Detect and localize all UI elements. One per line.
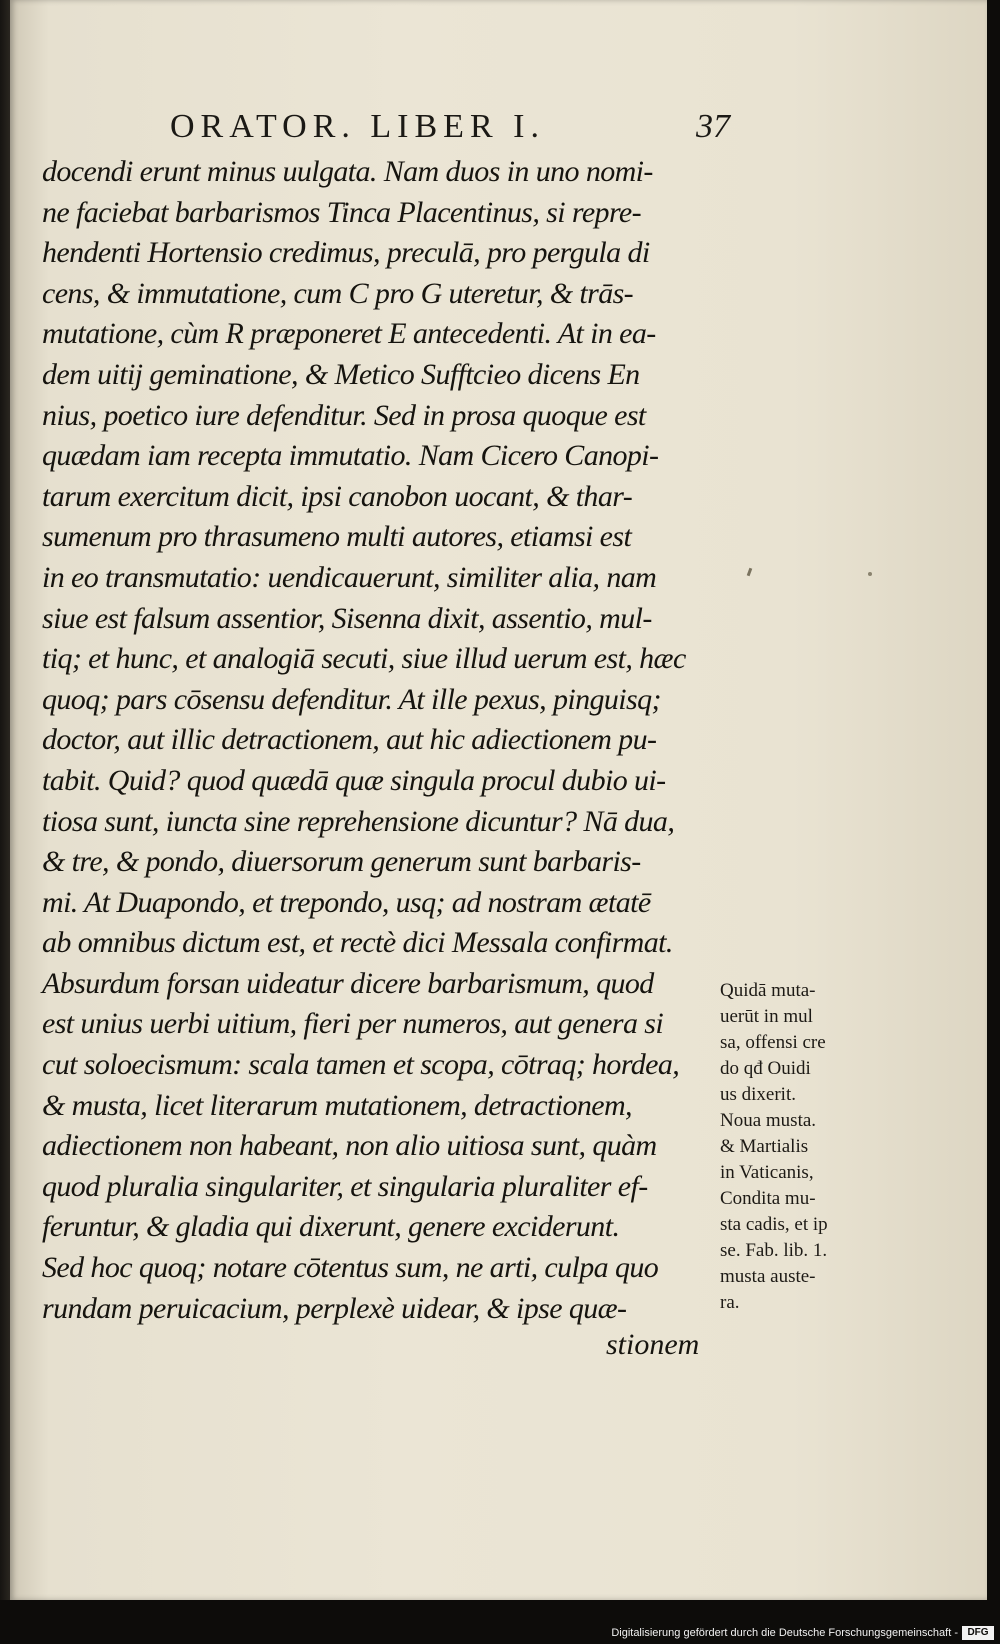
marginal-note-line: sa, offensi cre [720, 1032, 826, 1053]
text-line: & musta, licet literarum mutationem, detractionem, [42, 1088, 632, 1122]
text-line: rundam peruicacium, perplexè uidear, & ipse quæ- [42, 1291, 627, 1325]
text-line: mutatione, cùm R præponeret E antecedenti. At in ea- [42, 317, 656, 351]
text-line: mi. At Duapondo, et trepondo, usq; ad nostram ætatē [42, 885, 651, 919]
text-line: ne faciebat barbarismos Tinca Placentinus, si repre- [42, 195, 642, 229]
marginal-note-line: in Vaticanis, [720, 1162, 814, 1183]
dfg-logo: DFG [962, 1626, 994, 1640]
text-line: tarum exercitum dicit, ipsi canobon uocant, & thar- [42, 479, 633, 513]
marginal-note-line: sta cadis, et ip [720, 1214, 828, 1235]
text-line: hendenti Hortensio credimus, preculā, pro pergula di [42, 236, 650, 270]
text-line: cut soloecismum: scala tamen et scopa, cōtraq; hordea, [42, 1048, 680, 1082]
marginal-note [720, 978, 870, 1316]
body-text [42, 152, 742, 1329]
paper-blemish [747, 568, 753, 577]
text-line: tiosa sunt, iuncta sine reprehensione dicuntur? Nā dua, [42, 804, 675, 838]
marginal-note-line: Condita mu- [720, 1188, 816, 1209]
text-line: ab omnibus dictum est, et rectè dici Messala confirmat. [42, 926, 673, 960]
text-line: feruntur, & gladia qui dixerunt, genere exciderunt. [42, 1210, 620, 1244]
catchword: stionem [606, 1328, 700, 1361]
text-line: doctor, aut illic detractionem, aut hic adiectionem pu- [42, 723, 657, 757]
marginal-note-line: us dixerit. [720, 1084, 796, 1105]
text-line: nius, poetico iure defenditur. Sed in prosa quoque est [42, 398, 646, 432]
marginal-note-line: & Martialis [720, 1136, 809, 1157]
text-line: quædam iam recepta immutatio. Nam Cicero Canopi- [42, 439, 659, 473]
marginal-note-line: uerūt in mul [720, 1006, 813, 1027]
marginal-note-line: Noua musta. [720, 1110, 817, 1131]
text-line: sumenum pro thrasumeno multi autores, etiamsi est [42, 520, 632, 554]
marginal-note-line: ra. [720, 1292, 740, 1313]
text-line: tabit. Quid? quod quædā quæ singula procul dubio ui- [42, 763, 666, 797]
text-line: dem uitij geminatione, & Metico Sufftcieo dicens En [42, 357, 640, 391]
text-line: siue est falsum assentior, Sisenna dixit, assentio, mul- [42, 601, 652, 635]
running-head: ORATOR. LIBER I. [170, 108, 545, 145]
marginal-note-line: musta auste- [720, 1266, 816, 1287]
text-line: est unius uerbi uitium, fieri per numeros, aut genera si [42, 1007, 664, 1041]
text-line: in eo transmutatio: uendicauerunt, similiter alia, nam [42, 560, 657, 594]
page-header [170, 108, 730, 156]
text-line: cens, & immutatione, cum C pro G uteretur, & trās- [42, 276, 634, 310]
paper-blemish [868, 572, 872, 576]
text-line: quod pluralia singulariter, et singularia pluraliter ef- [42, 1169, 648, 1203]
text-line: & tre, & pondo, diuersorum generum sunt barbaris- [42, 845, 641, 879]
text-line: Absurdum forsan uideatur dicere barbarismum, quod [42, 966, 654, 1000]
digitization-credit: Digitalisierung gefördert durch die Deutsche Forschungsgemeinschaft - [611, 1627, 958, 1639]
text-line: tiq; et hunc, et analogiā secuti, siue illud uerum est, hæc [42, 642, 686, 676]
marginal-note-line: do qđ Ouidi [720, 1058, 811, 1079]
text-line: quoq; pars cōsensu defenditur. At ille pexus, pinguisq; [42, 682, 661, 716]
marginal-note-line: Quidā muta- [720, 980, 816, 1001]
page-number: 37 [696, 108, 730, 145]
text-line: Sed hoc quoq; notare cōtentus sum, ne arti, culpa quo [42, 1251, 659, 1285]
book-page [10, 0, 987, 1600]
text-line: adiectionem non habeant, non alio uitiosa sunt, quàm [42, 1129, 657, 1163]
marginal-note-line: se. Fab. lib. 1. [720, 1240, 828, 1261]
text-line: docendi erunt minus uulgata. Nam duos in uno nomi- [42, 155, 653, 188]
book-gutter-edge [0, 0, 10, 1600]
